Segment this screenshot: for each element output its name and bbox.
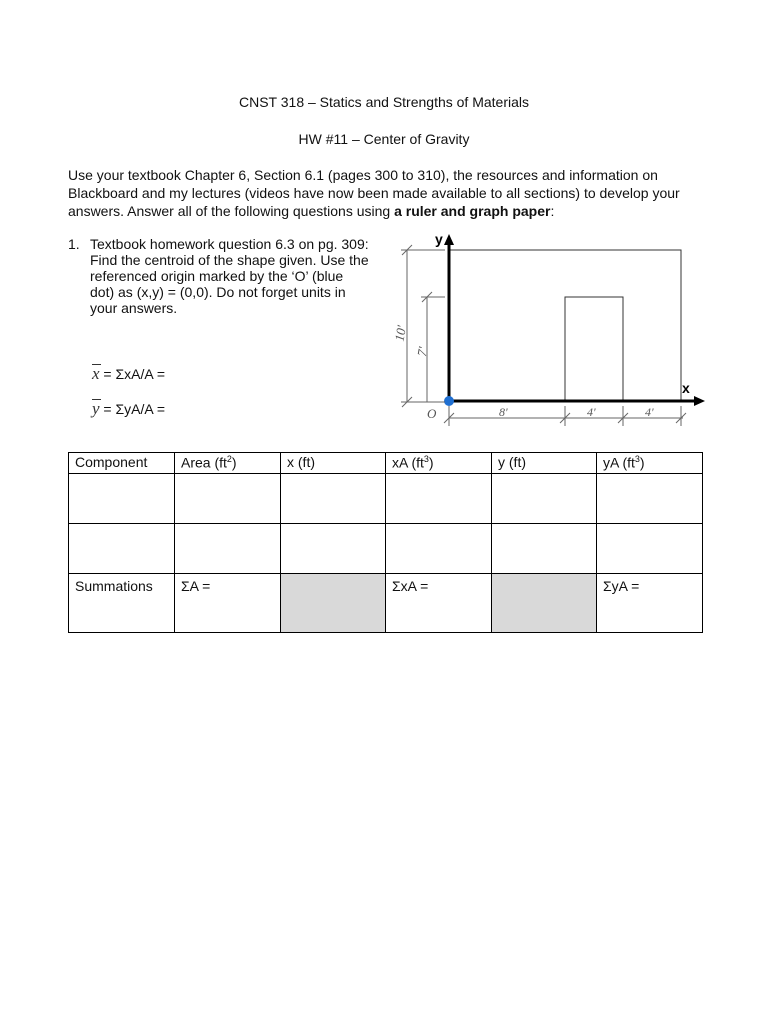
table-cell[interactable]: [69, 474, 175, 524]
table-cell[interactable]: [597, 524, 703, 574]
table-cell[interactable]: [386, 524, 492, 574]
header-area: Area $(ft^2)$: [175, 453, 281, 474]
homework-title: HW #11 – Center of Gravity: [298, 131, 470, 147]
question-number: 1.: [68, 236, 80, 252]
instructions-end: :: [550, 203, 555, 219]
x-axis-arrow: [694, 396, 705, 406]
dim-bottom-2: 4': [587, 405, 596, 419]
table-header-row: [69, 453, 703, 474]
y-bar-symbol: y: [92, 399, 100, 418]
dim-bottom-3: 4': [645, 405, 654, 419]
dim-bottom-1: 8': [499, 405, 508, 419]
y-bar-formula: [92, 399, 165, 419]
inner-cutout: [565, 297, 623, 402]
table-cell[interactable]: [175, 474, 281, 524]
shaded-cell: [492, 574, 597, 633]
header-xa: xA $(ft^3)$: [386, 453, 492, 474]
table-cell[interactable]: [492, 474, 597, 524]
header-x: x (ft): [281, 453, 386, 474]
table-cell[interactable]: [175, 524, 281, 574]
table-cell[interactable]: [597, 474, 703, 524]
y-axis-label: y: [435, 231, 443, 247]
instructions-paragraph: [68, 166, 708, 220]
sum-area-cell[interactable]: ΣA =: [175, 574, 281, 633]
question-line-1: Textbook homework question 6.3 on pg. 309:: [90, 236, 369, 252]
dim-left-total: 10': [391, 324, 410, 343]
x-axis-label: x: [682, 380, 690, 396]
question-text: [90, 236, 370, 316]
shaded-cell: [281, 574, 386, 633]
x-bar-equation: = ΣxA/A =: [99, 366, 166, 382]
shape-diagram: [385, 226, 710, 436]
sum-ya-cell[interactable]: ΣyA =: [597, 574, 703, 633]
origin-label: O: [427, 406, 437, 421]
table-cell[interactable]: [492, 524, 597, 574]
table-cell[interactable]: [69, 524, 175, 574]
header-y: y (ft): [492, 453, 597, 474]
centroid-table: [68, 452, 703, 633]
origin-dot: [444, 396, 454, 406]
x-bar-formula: [92, 364, 165, 384]
x-bar-symbol: x: [92, 364, 100, 383]
dim-left-partial: 7': [414, 345, 431, 358]
y-bar-equation: = ΣyA/A =: [99, 401, 166, 417]
summation-row: [69, 574, 703, 633]
y-axis-arrow: [444, 234, 454, 245]
course-title: CNST 318 – Statics and Strengths of Materials: [239, 94, 529, 110]
table-cell[interactable]: [386, 474, 492, 524]
instructions-bold-text: a ruler and graph paper: [394, 203, 551, 219]
summation-label: Summations: [69, 574, 175, 633]
instructions-text: Use your textbook Chapter 6, Section 6.1 (pages 300 to 310), the resources and information on Blackboard and my lectures (videos have now been made available to all sections) to develop your answers. Answer all of the following questions using: [68, 167, 680, 219]
question-line-2: Find the centroid of the shape given. Use the referenced origin marked by the ‘O’ (blue dot) as (x,y) = (0,0). Do not forget units in your answers.: [90, 252, 369, 316]
table-row: [69, 474, 703, 524]
table-row: [69, 524, 703, 574]
sum-xa-cell[interactable]: ΣxA =: [386, 574, 492, 633]
table-cell[interactable]: [281, 474, 386, 524]
header-ya: yA $(ft^3)$: [597, 453, 703, 474]
table-cell[interactable]: [281, 524, 386, 574]
header-component: Component: [69, 453, 175, 474]
